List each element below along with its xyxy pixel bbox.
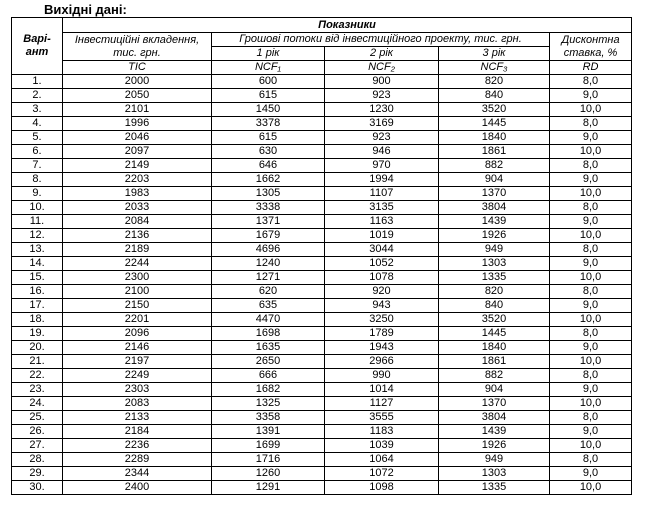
cell-ncf3: 840 — [439, 89, 550, 103]
cell-ncf2: 923 — [325, 89, 439, 103]
cell-ncf3: 1861 — [439, 355, 550, 369]
cell-ncf3: 1335 — [439, 481, 550, 495]
table-row — [12, 383, 632, 397]
table-row — [12, 299, 632, 313]
cell-rd: 9,0 — [550, 299, 632, 313]
cell-ncf2: 920 — [325, 285, 439, 299]
cell-ncf2: 990 — [325, 369, 439, 383]
cell-variant: 15. — [12, 271, 63, 285]
header-year2: 2 рік — [325, 47, 439, 61]
document-title: Вихідні дані: — [44, 2, 127, 17]
cell-variant: 26. — [12, 425, 63, 439]
cell-variant: 28. — [12, 453, 63, 467]
table-row — [12, 89, 632, 103]
cell-ncf2: 1052 — [325, 257, 439, 271]
cell-tic: 1996 — [63, 117, 212, 131]
table-row — [12, 215, 632, 229]
cell-rd: 9,0 — [550, 341, 632, 355]
table-row — [12, 201, 632, 215]
cell-ncf2: 1994 — [325, 173, 439, 187]
cell-rd: 9,0 — [550, 467, 632, 481]
cell-tic: 2236 — [63, 439, 212, 453]
table-row — [12, 131, 632, 145]
cell-tic: 2133 — [63, 411, 212, 425]
cell-tic: 2189 — [63, 243, 212, 257]
cell-rd: 9,0 — [550, 131, 632, 145]
table-row — [12, 103, 632, 117]
cell-rd: 8,0 — [550, 159, 632, 173]
cell-ncf2: 1078 — [325, 271, 439, 285]
cell-rd: 10,0 — [550, 229, 632, 243]
cell-ncf3: 1303 — [439, 467, 550, 481]
cell-ncf3: 820 — [439, 285, 550, 299]
cell-ncf1: 666 — [212, 369, 325, 383]
cell-ncf3: 949 — [439, 453, 550, 467]
cell-ncf2: 943 — [325, 299, 439, 313]
table-row — [12, 425, 632, 439]
header-ncf3: NCF₃ — [439, 61, 550, 75]
cell-rd: 9,0 — [550, 425, 632, 439]
cell-rd: 8,0 — [550, 285, 632, 299]
cell-rd: 9,0 — [550, 89, 632, 103]
cell-rd: 10,0 — [550, 481, 632, 495]
cell-ncf1: 3358 — [212, 411, 325, 425]
cell-ncf1: 1716 — [212, 453, 325, 467]
cell-ncf1: 600 — [212, 75, 325, 89]
table-row — [12, 369, 632, 383]
cell-ncf3: 1840 — [439, 341, 550, 355]
cell-ncf3: 1439 — [439, 215, 550, 229]
cell-variant: 9. — [12, 187, 63, 201]
cell-ncf2: 970 — [325, 159, 439, 173]
table-row — [12, 397, 632, 411]
cell-rd: 8,0 — [550, 327, 632, 341]
cell-ncf2: 900 — [325, 75, 439, 89]
header-investment: Інвестиційні вкладення, тис. грн. — [63, 33, 212, 61]
table-row — [12, 173, 632, 187]
cell-tic: 2184 — [63, 425, 212, 439]
cell-rd: 8,0 — [550, 75, 632, 89]
cell-ncf1: 1635 — [212, 341, 325, 355]
cell-rd: 10,0 — [550, 103, 632, 117]
cell-ncf2: 3044 — [325, 243, 439, 257]
header-year3: 3 рік — [439, 47, 550, 61]
cell-ncf2: 3250 — [325, 313, 439, 327]
cell-ncf3: 1861 — [439, 145, 550, 159]
cell-ncf3: 1445 — [439, 327, 550, 341]
table-row — [12, 285, 632, 299]
cell-variant: 6. — [12, 145, 63, 159]
cell-tic: 2100 — [63, 285, 212, 299]
cell-ncf3: 1370 — [439, 397, 550, 411]
table-row — [12, 327, 632, 341]
cell-variant: 22. — [12, 369, 63, 383]
cell-rd: 9,0 — [550, 173, 632, 187]
cell-ncf2: 1943 — [325, 341, 439, 355]
cell-rd: 9,0 — [550, 215, 632, 229]
cell-variant: 21. — [12, 355, 63, 369]
cell-ncf1: 615 — [212, 89, 325, 103]
cell-ncf3: 840 — [439, 299, 550, 313]
cell-rd: 10,0 — [550, 397, 632, 411]
cell-variant: 3. — [12, 103, 63, 117]
header-ncf2: NCF₂ — [325, 61, 439, 75]
cell-ncf3: 1840 — [439, 131, 550, 145]
header-discount: Дисконтна ставка, % — [550, 33, 632, 61]
cell-variant: 23. — [12, 383, 63, 397]
cell-ncf2: 3169 — [325, 117, 439, 131]
cell-ncf1: 620 — [212, 285, 325, 299]
cell-ncf1: 615 — [212, 131, 325, 145]
cell-variant: 8. — [12, 173, 63, 187]
cell-tic: 2000 — [63, 75, 212, 89]
cell-rd: 8,0 — [550, 369, 632, 383]
cell-ncf3: 1926 — [439, 229, 550, 243]
header-variant: Варі- ант — [12, 18, 63, 75]
cell-rd: 10,0 — [550, 313, 632, 327]
cell-variant: 18. — [12, 313, 63, 327]
cell-ncf1: 1291 — [212, 481, 325, 495]
cell-variant: 13. — [12, 243, 63, 257]
cell-ncf1: 1271 — [212, 271, 325, 285]
cell-ncf3: 820 — [439, 75, 550, 89]
cell-variant: 29. — [12, 467, 63, 481]
cell-ncf2: 1163 — [325, 215, 439, 229]
cell-ncf2: 1127 — [325, 397, 439, 411]
cell-tic: 2150 — [63, 299, 212, 313]
cell-variant: 5. — [12, 131, 63, 145]
cell-ncf1: 1698 — [212, 327, 325, 341]
cell-rd: 9,0 — [550, 257, 632, 271]
cell-tic: 2046 — [63, 131, 212, 145]
cell-ncf2: 1072 — [325, 467, 439, 481]
cell-ncf3: 882 — [439, 369, 550, 383]
cell-ncf1: 1450 — [212, 103, 325, 117]
cell-ncf2: 1107 — [325, 187, 439, 201]
cell-tic: 2084 — [63, 215, 212, 229]
cell-tic: 2136 — [63, 229, 212, 243]
cell-ncf1: 1305 — [212, 187, 325, 201]
cell-ncf1: 646 — [212, 159, 325, 173]
table-row — [12, 411, 632, 425]
cell-variant: 16. — [12, 285, 63, 299]
cell-ncf3: 1335 — [439, 271, 550, 285]
table-row — [12, 145, 632, 159]
cell-ncf3: 882 — [439, 159, 550, 173]
cell-ncf1: 1699 — [212, 439, 325, 453]
cell-tic: 2300 — [63, 271, 212, 285]
cell-ncf3: 1303 — [439, 257, 550, 271]
cell-ncf2: 1789 — [325, 327, 439, 341]
cell-variant: 20. — [12, 341, 63, 355]
table-row — [12, 453, 632, 467]
cell-tic: 2149 — [63, 159, 212, 173]
table-row — [12, 467, 632, 481]
cell-variant: 25. — [12, 411, 63, 425]
table-row — [12, 257, 632, 271]
cell-ncf3: 1445 — [439, 117, 550, 131]
cell-ncf3: 949 — [439, 243, 550, 257]
cell-ncf2: 946 — [325, 145, 439, 159]
cell-tic: 2050 — [63, 89, 212, 103]
cell-ncf1: 1662 — [212, 173, 325, 187]
cell-ncf3: 904 — [439, 173, 550, 187]
cell-variant: 14. — [12, 257, 63, 271]
cell-ncf1: 2650 — [212, 355, 325, 369]
cell-rd: 8,0 — [550, 201, 632, 215]
cell-variant: 24. — [12, 397, 63, 411]
cell-tic: 2083 — [63, 397, 212, 411]
cell-ncf3: 1926 — [439, 439, 550, 453]
table-row — [12, 313, 632, 327]
cell-ncf1: 4470 — [212, 313, 325, 327]
cell-tic: 2101 — [63, 103, 212, 117]
cell-ncf3: 3520 — [439, 313, 550, 327]
cell-ncf2: 1064 — [325, 453, 439, 467]
cell-ncf2: 1014 — [325, 383, 439, 397]
header-indicators: Показники — [63, 18, 632, 33]
cell-ncf2: 3135 — [325, 201, 439, 215]
header-year1: 1 рік — [212, 47, 325, 61]
cell-variant: 19. — [12, 327, 63, 341]
cell-ncf1: 1325 — [212, 397, 325, 411]
cell-ncf3: 3520 — [439, 103, 550, 117]
cell-rd: 10,0 — [550, 187, 632, 201]
cell-rd: 9,0 — [550, 383, 632, 397]
input-data-table — [11, 17, 632, 495]
cell-rd: 8,0 — [550, 117, 632, 131]
cell-tic: 2146 — [63, 341, 212, 355]
header-ncf1: NCF₁ — [212, 61, 325, 75]
table-row — [12, 243, 632, 257]
cell-tic: 1983 — [63, 187, 212, 201]
cell-tic: 2344 — [63, 467, 212, 481]
cell-tic: 2203 — [63, 173, 212, 187]
table-row — [12, 439, 632, 453]
cell-tic: 2244 — [63, 257, 212, 271]
cell-ncf1: 630 — [212, 145, 325, 159]
cell-ncf1: 635 — [212, 299, 325, 313]
header-cash-flows: Грошові потоки від інвестиційного проекту, тис. грн. — [212, 33, 550, 47]
cell-rd: 8,0 — [550, 453, 632, 467]
cell-variant: 17. — [12, 299, 63, 313]
cell-ncf2: 1019 — [325, 229, 439, 243]
cell-ncf3: 3804 — [439, 411, 550, 425]
cell-rd: 10,0 — [550, 145, 632, 159]
cell-variant: 2. — [12, 89, 63, 103]
cell-ncf3: 904 — [439, 383, 550, 397]
table-row — [12, 271, 632, 285]
cell-variant: 4. — [12, 117, 63, 131]
header-tic: TIC — [63, 61, 212, 75]
table-row — [12, 355, 632, 369]
cell-tic: 2096 — [63, 327, 212, 341]
cell-ncf1: 4696 — [212, 243, 325, 257]
cell-ncf1: 3378 — [212, 117, 325, 131]
cell-ncf1: 1682 — [212, 383, 325, 397]
cell-ncf2: 1098 — [325, 481, 439, 495]
cell-rd: 10,0 — [550, 271, 632, 285]
table-row — [12, 117, 632, 131]
cell-variant: 11. — [12, 215, 63, 229]
table-row — [12, 159, 632, 173]
cell-variant: 1. — [12, 75, 63, 89]
cell-variant: 10. — [12, 201, 63, 215]
cell-tic: 2400 — [63, 481, 212, 495]
table-row — [12, 341, 632, 355]
cell-ncf2: 2966 — [325, 355, 439, 369]
cell-ncf1: 1679 — [212, 229, 325, 243]
cell-tic: 2303 — [63, 383, 212, 397]
cell-ncf1: 1240 — [212, 257, 325, 271]
header-rd: RD — [550, 61, 632, 75]
cell-variant: 30. — [12, 481, 63, 495]
cell-ncf2: 923 — [325, 131, 439, 145]
cell-rd: 10,0 — [550, 355, 632, 369]
cell-ncf3: 1439 — [439, 425, 550, 439]
cell-rd: 8,0 — [550, 411, 632, 425]
cell-variant: 27. — [12, 439, 63, 453]
cell-ncf2: 1230 — [325, 103, 439, 117]
cell-rd: 10,0 — [550, 439, 632, 453]
cell-tic: 2097 — [63, 145, 212, 159]
cell-tic: 2033 — [63, 201, 212, 215]
cell-ncf3: 1370 — [439, 187, 550, 201]
table-body — [12, 75, 632, 495]
cell-tic: 2289 — [63, 453, 212, 467]
cell-ncf2: 3555 — [325, 411, 439, 425]
cell-tic: 2249 — [63, 369, 212, 383]
table-row — [12, 75, 632, 89]
cell-variant: 7. — [12, 159, 63, 173]
table-row — [12, 481, 632, 495]
cell-tic: 2201 — [63, 313, 212, 327]
cell-ncf3: 3804 — [439, 201, 550, 215]
cell-variant: 12. — [12, 229, 63, 243]
cell-ncf2: 1183 — [325, 425, 439, 439]
cell-ncf1: 3338 — [212, 201, 325, 215]
cell-ncf1: 1260 — [212, 467, 325, 481]
cell-rd: 8,0 — [550, 243, 632, 257]
cell-ncf2: 1039 — [325, 439, 439, 453]
cell-tic: 2197 — [63, 355, 212, 369]
cell-ncf1: 1391 — [212, 425, 325, 439]
table-row — [12, 229, 632, 243]
table-row — [12, 187, 632, 201]
cell-ncf1: 1371 — [212, 215, 325, 229]
